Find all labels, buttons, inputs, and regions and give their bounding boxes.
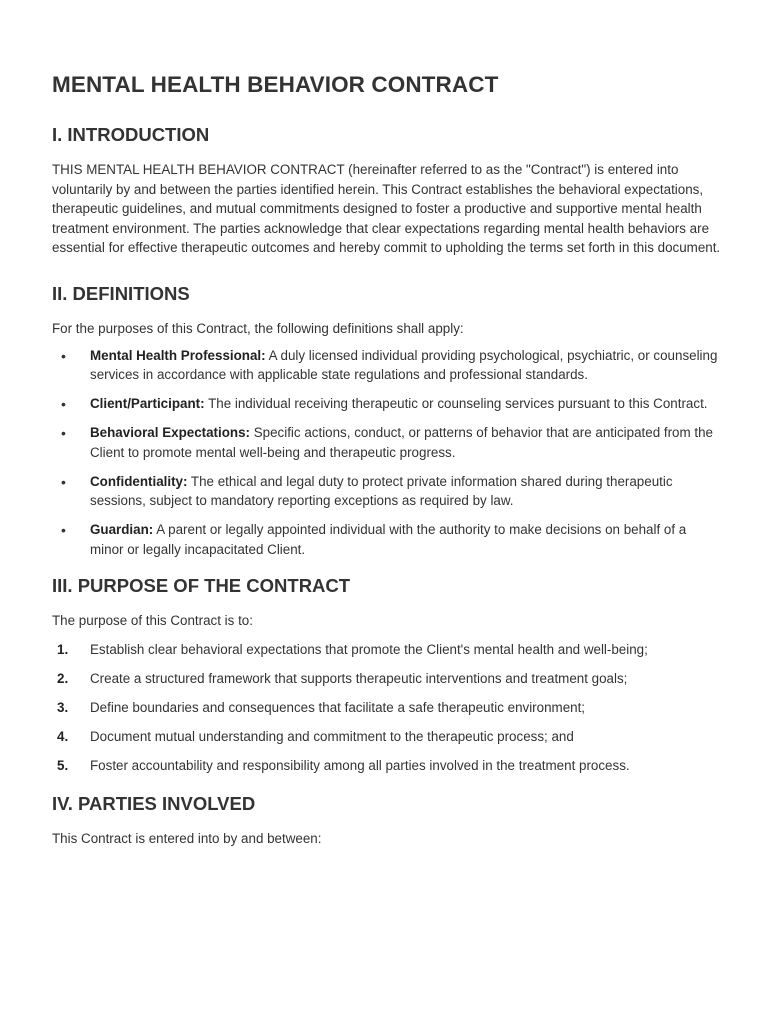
definition-term: Client/Participant: <box>90 396 205 412</box>
purpose-list <box>52 640 722 776</box>
definition-text: The ethical and legal duty to protect private information shared during therapeutic sessions, subject to mandatory reporting exceptions as required by law. <box>90 473 673 509</box>
definition-item <box>52 346 722 385</box>
document-page <box>52 70 722 848</box>
definition-term: Mental Health Professional: <box>90 347 266 363</box>
purpose-item <box>52 756 722 776</box>
section-heading-introduction: I. INTRODUCTION <box>52 124 210 145</box>
definition-item <box>52 394 722 414</box>
definition-item <box>52 423 722 462</box>
purpose-text: Create a structured framework that supports therapeutic interventions and treatment goals; <box>90 671 628 687</box>
bullet-icon: • <box>61 522 66 539</box>
purpose-lead: The purpose of this Contract is to: <box>52 613 253 629</box>
list-number: 1. <box>57 642 69 658</box>
list-number: 2. <box>57 671 69 687</box>
section-heading-definitions: II. DEFINITIONS <box>52 282 190 304</box>
document-title: MENTAL HEALTH BEHAVIOR CONTRACT <box>52 72 499 97</box>
purpose-text: Define boundaries and consequences that facilitate a safe therapeutic environment; <box>90 700 586 716</box>
definition-term: Confidentiality: <box>90 473 188 489</box>
definition-item <box>52 472 722 511</box>
parties-lead: This Contract is entered into by and between: <box>52 830 322 846</box>
definition-term: Guardian: <box>90 522 154 538</box>
purpose-text: Document mutual understanding and commitment to the therapeutic process; and <box>90 729 574 745</box>
purpose-item <box>52 727 722 747</box>
section-heading-purpose: III. PURPOSE OF THE CONTRACT <box>52 575 351 597</box>
definition-text: Specific actions, conduct, or patterns of behavior that are anticipated from the Client to promote mental well-being and therapeutic progress. <box>90 425 713 460</box>
bullet-icon: • <box>61 396 66 413</box>
definitions-list <box>52 346 722 560</box>
definition-text: A parent or legally appointed individual with the authority to make decisions on behalf of a minor or legally incapacitated Client. <box>90 522 687 557</box>
purpose-text: Foster accountability and responsibility among all parties involved in the treatment process. <box>90 758 630 773</box>
definition-item <box>52 520 722 559</box>
section-heading-parties: IV. PARTIES INVOLVED <box>52 792 256 814</box>
list-number: 5. <box>57 758 69 773</box>
definitions-lead: For the purposes of this Contract, the following definitions shall apply: <box>52 320 464 336</box>
bullet-icon: • <box>61 473 66 490</box>
bullet-icon: • <box>61 425 66 442</box>
definition-text: A duly licensed individual providing psychological, psychiatric, or counseling services in accordance with applicable state regulations and professional standards. <box>90 347 718 383</box>
definition-text: The individual receiving therapeutic or counseling services pursuant to this Contract. <box>204 396 708 412</box>
definition-term: Behavioral Expectations: <box>90 425 250 441</box>
purpose-item <box>52 669 722 689</box>
list-number: 3. <box>57 700 69 716</box>
purpose-text: Establish clear behavioral expectations that promote the Client's mental health and well-being; <box>90 642 648 658</box>
introduction-paragraph: THIS MENTAL HEALTH BEHAVIOR CONTRACT (hereinafter referred to as the "Contract") is entered into voluntarily by and between the parties identified herein. This Contract establishes the behavioral expectations, therapeutic guidelines, and mutual commitments designed to foster a productive and supportive mental health treatment environment. The parties acknowledge that clear expectations regarding mental health behaviors are essential for effective therapeutic outcomes and hereby commit to upholding the terms set forth in this document. <box>52 162 721 256</box>
purpose-item <box>52 698 722 718</box>
bullet-icon: • <box>61 347 66 364</box>
list-number: 4. <box>57 729 69 745</box>
purpose-item <box>52 640 722 660</box>
